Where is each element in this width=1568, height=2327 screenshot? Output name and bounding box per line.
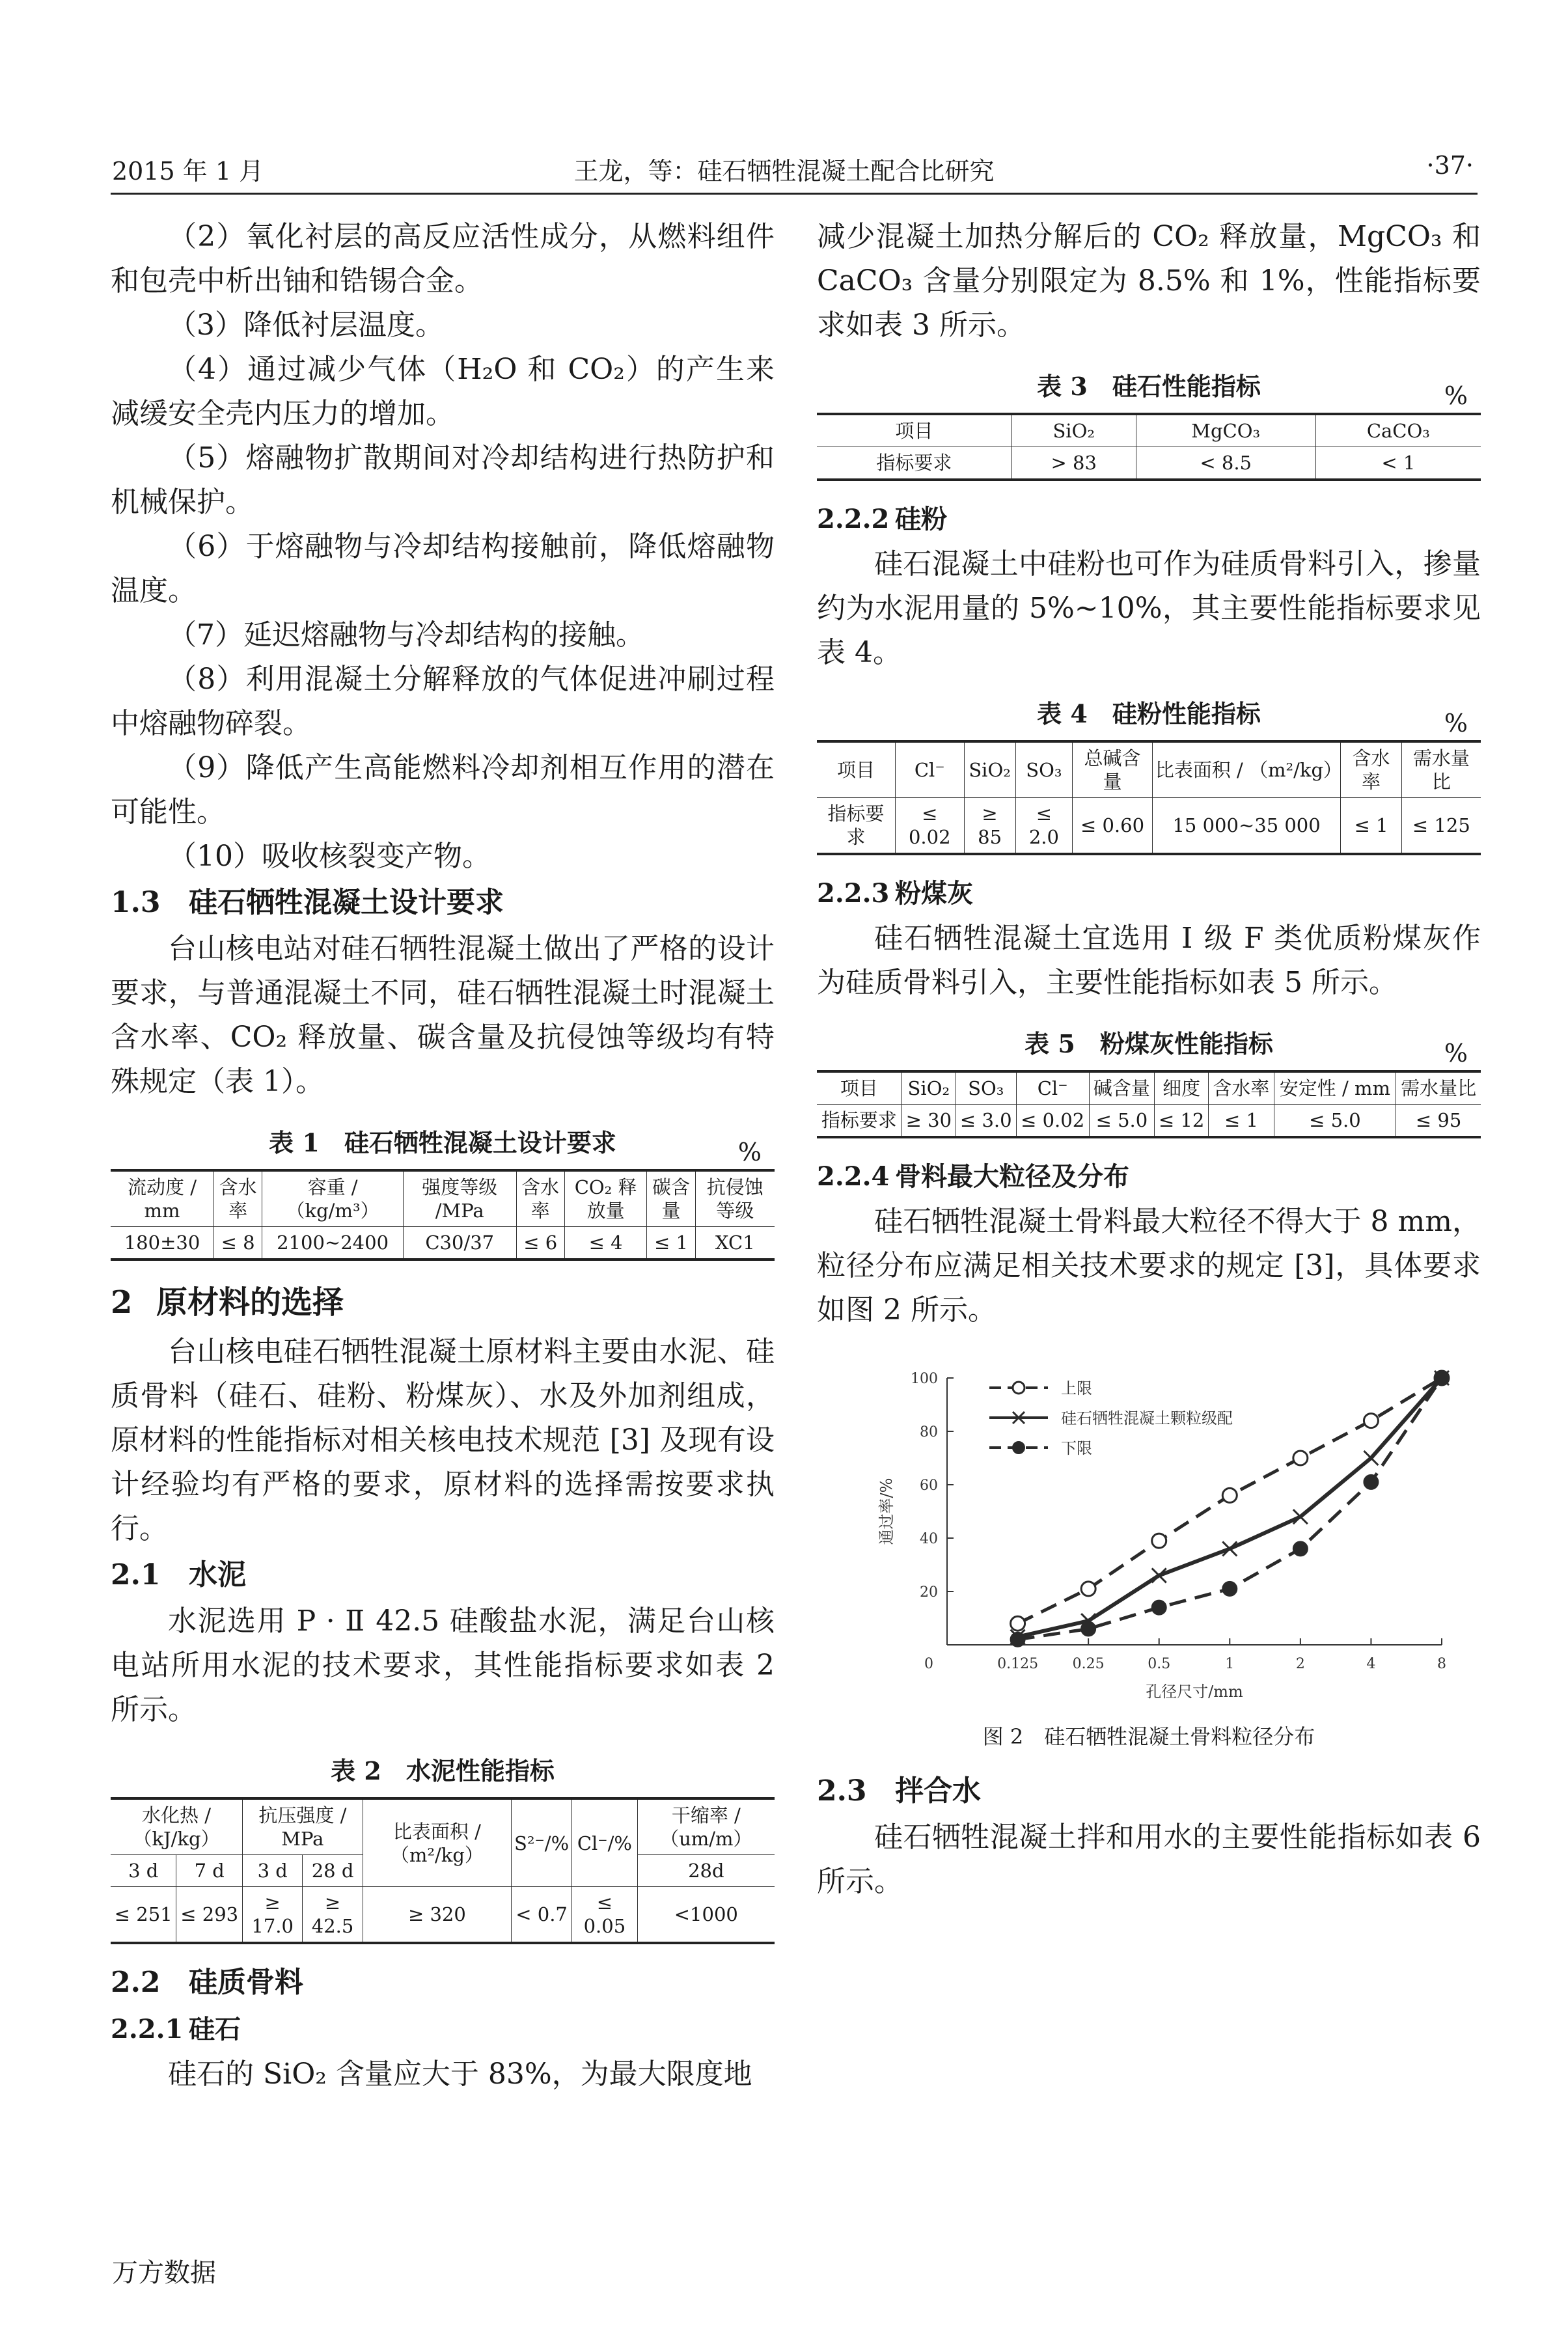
table-header-cell: 项目 — [817, 741, 895, 798]
table-header-cell: 需水量比 — [1396, 1071, 1481, 1105]
table-cell: XC1 — [695, 1227, 775, 1260]
table-cell: ≤ 4 — [564, 1227, 647, 1260]
table-cell: < 8.5 — [1136, 447, 1315, 480]
table-subheader-cell: 28 d — [303, 1855, 363, 1887]
table5-unit: % — [1444, 1039, 1468, 1067]
table-cell: 15 000~35 000 — [1152, 798, 1341, 855]
table4 — [817, 740, 1481, 855]
table3-unit: % — [1444, 381, 1468, 410]
table-header-cell: Cl⁻/% — [572, 1798, 637, 1887]
section-heading-2-2: 2.2 硅质骨料 — [111, 1966, 303, 1999]
x-tick-label: 4 — [1366, 1656, 1376, 1672]
table-header-cell: 安定性 / mm — [1274, 1071, 1396, 1105]
legend-label: 上限 — [1061, 1379, 1092, 1398]
table1 — [111, 1169, 775, 1261]
table-cell: ≤ 2.0 — [1015, 798, 1073, 855]
table-header-cell: 碳含量 — [647, 1170, 695, 1227]
table-cell: ≤ 0.60 — [1073, 798, 1153, 855]
list-item: （9）降低产生高能燃料冷却剂相互作用的潜在可能性。 — [111, 751, 775, 829]
x-tick-label: 0.25 — [1072, 1656, 1105, 1672]
table-header-cell: 比表面积 / （m²/kg） — [1152, 741, 1341, 798]
point-open-circle — [1222, 1488, 1237, 1502]
point-open-circle — [1013, 1382, 1025, 1394]
section-heading-2-1: 2.1 水泥 — [111, 1558, 246, 1591]
legend-label: 下限 — [1061, 1439, 1092, 1457]
y-tick-label: 60 — [920, 1478, 938, 1494]
section-heading-2-2-3: 2.2.3 粉煤灰 — [817, 878, 973, 909]
continued-paragraph: 减少混凝土加热分解后的 CO₂ 释放量，MgCO₃ 和 CaCO₃ 含量分别限定为 8.5% 和 1%，性能指标要求如表 3 所示。 — [817, 220, 1481, 342]
table-header-cell: S²⁻/% — [512, 1798, 572, 1887]
section-1-3-paragraph: 台山核电站对硅石牺牲混凝土做出了严格的设计要求，与普通混凝土不同，硅石牺牲混凝土时混凝土含水率、CO₂ 释放量、碳含量及抗侵蚀等级均有特殊规定（表 1）。 — [111, 932, 775, 1098]
table-header-cell: 流动度 / mm — [111, 1170, 214, 1227]
table-cell: < 1 — [1315, 447, 1481, 480]
header-date: 2015 年 1 月 — [112, 157, 264, 186]
page-number: ·37· — [1426, 151, 1474, 180]
header-title: 王龙，等：硅石牺牲混凝土配合比研究 — [573, 157, 995, 186]
table-cell: ≤ 3.0 — [956, 1105, 1016, 1138]
table-cell: ≤ 293 — [176, 1887, 243, 1944]
table-cell: 指标要求 — [817, 798, 895, 855]
table-header-cell: MgCO₃ — [1136, 414, 1315, 447]
table-cell: ≤ 6 — [516, 1227, 564, 1260]
list-items — [111, 215, 775, 879]
table-cell: 指标要求 — [817, 1105, 901, 1138]
list-item: （5）熔融物扩散期间对冷却结构进行热防护和机械保护。 — [111, 441, 775, 519]
table5 — [817, 1070, 1481, 1138]
section-2-2-1-paragraph: 硅石的 SiO₂ 含量应大于 83%，为最大限度地 — [168, 2058, 752, 2091]
table-cell: ≥ 85 — [964, 798, 1015, 855]
point-filled-circle — [1011, 1632, 1025, 1647]
table-header-cell: 含水率 — [214, 1170, 262, 1227]
table-header-cell: 容重 / （kg/m³） — [262, 1170, 404, 1227]
section-heading-2: 2 原材料的选择 — [111, 1284, 344, 1321]
figure-caption: 图 2 硅石牺牲混凝土骨料粒径分布 — [982, 1724, 1315, 1749]
section-2-1-paragraph: 水泥选用 P · Ⅱ 42.5 硅酸盐水泥，满足台山核电站所用水泥的技术要求，其性能指标要求如表 2 所示。 — [111, 1604, 775, 1726]
point-filled-circle — [1081, 1621, 1095, 1636]
table-header-cell: 比表面积 / （m²/kg） — [363, 1798, 511, 1887]
x-tick-label: 2 — [1295, 1656, 1305, 1672]
point-open-circle — [1081, 1582, 1095, 1596]
list-item: （3）降低衬层温度。 — [168, 309, 444, 342]
x-origin-label: 0 — [924, 1656, 933, 1672]
table-cell: ≤ 12 — [1155, 1105, 1209, 1138]
section-2-2-2-paragraph: 硅石混凝土中硅粉也可作为硅质骨料引入，掺量约为水泥用量的 5%~10%，其主要性能指标要求见表 4。 — [817, 547, 1481, 669]
table-cell: ≤ 5.0 — [1274, 1105, 1396, 1138]
table-header-cell: 细度 — [1155, 1071, 1209, 1105]
point-open-circle — [1364, 1414, 1378, 1428]
x-tick-label: 1 — [1225, 1656, 1235, 1672]
list-item: （4）通过减少气体（H₂O 和 CO₂）的产生来减缓安全壳内压力的增加。 — [111, 353, 775, 430]
table-header-cell: 项目 — [817, 1071, 901, 1105]
table-header-cell: 含水率 — [1341, 741, 1401, 798]
point-open-circle — [1152, 1534, 1166, 1548]
table-header-cell: SiO₂ — [901, 1071, 956, 1105]
table-cell: ≤ 1 — [647, 1227, 695, 1260]
table-cell: ≤ 0.05 — [572, 1887, 637, 1944]
section-heading-1-3: 1.3 硅石牺牲混凝土设计要求 — [111, 886, 504, 919]
table-subheader-cell: 3 d — [242, 1855, 302, 1887]
section-2-2-3-paragraph: 硅石牺牲混凝土宜选用 Ⅰ 级 F 类优质粉煤灰作为硅质骨料引入，主要性能指标如表 5 所示。 — [817, 922, 1481, 999]
table-header-cell: Cl⁻ — [895, 741, 964, 798]
y-tick-label: 80 — [920, 1424, 938, 1440]
x-tick-label: 0.5 — [1148, 1656, 1171, 1672]
table3 — [817, 413, 1481, 481]
table2-caption: 表 2 水泥性能指标 — [331, 1756, 555, 1785]
section-heading-2-2-4: 2.2.4 骨料最大粒径及分布 — [817, 1161, 1129, 1192]
legend-label: 硅石牺牲混凝土颗粒级配 — [1061, 1409, 1233, 1427]
table-cell: > 83 — [1011, 447, 1136, 480]
point-filled-circle — [1152, 1601, 1166, 1615]
table-cell: ≤ 125 — [1401, 798, 1481, 855]
table-cell: < 0.7 — [512, 1887, 572, 1944]
table-cell: ≤ 251 — [111, 1887, 176, 1944]
list-item: （7）延迟熔融物与冷却结构的接触。 — [168, 618, 644, 652]
point-filled-circle — [1435, 1371, 1449, 1385]
table-cell: ≤ 8 — [214, 1227, 262, 1260]
table-header-cell: 含水率 — [1209, 1071, 1274, 1105]
table-header-cell: Cl⁻ — [1016, 1071, 1089, 1105]
table-cell: 2100~2400 — [262, 1227, 404, 1260]
y-tick-label: 100 — [911, 1371, 938, 1387]
section-2-paragraph: 台山核电硅石牺牲混凝土原材料主要由水泥、硅质骨料（硅石、硅粉、粉煤灰）、水及外加剂组成，原材料的性能指标对相关核电技术规范 [3] 及现有设计经验均有严格的要求，原材料的选择需按要求执行。 — [111, 1335, 775, 1545]
table-cell: ≤ 1 — [1209, 1105, 1274, 1138]
section-heading-2-2-1: 2.2.1 硅石 — [111, 2014, 241, 2045]
table-cell: ≤ 95 — [1396, 1105, 1481, 1138]
table-header-cell: SO₃ — [1015, 741, 1073, 798]
table-header-cell: 碱含量 — [1089, 1071, 1154, 1105]
table-subheader-cell: 28d — [637, 1855, 775, 1887]
table-subheader-cell: 3 d — [111, 1855, 176, 1887]
table-header-cell: SO₃ — [956, 1071, 1016, 1105]
point-filled-circle — [1222, 1582, 1237, 1596]
table-header-cell: 干缩率 / （um/m） — [637, 1798, 775, 1855]
point-open-circle — [1011, 1616, 1025, 1631]
table-cell: ≥ 17.0 — [242, 1887, 302, 1944]
x-axis-label: 孔径尺寸/mm — [1146, 1683, 1243, 1701]
section-2-3-paragraph: 硅石牺牲混凝土拌和用水的主要性能指标如表 6 所示。 — [817, 1821, 1481, 1898]
list-item: （2）氧化衬层的高反应活性成分，从燃料组件和包壳中析出铀和锆锡合金。 — [111, 220, 775, 297]
table-cell: ≥ 42.5 — [303, 1887, 363, 1944]
table1-caption: 表 1 硅石牺牲混凝土设计要求 % — [111, 1123, 775, 1163]
table-header-cell: 抗压强度 / MPa — [242, 1798, 363, 1855]
table1-unit: % — [737, 1138, 762, 1166]
table-cell: ≤ 5.0 — [1089, 1105, 1154, 1138]
table-header-cell: SiO₂ — [964, 741, 1015, 798]
table-subheader-cell: 7 d — [176, 1855, 243, 1887]
table4-caption: 表 4 硅粉性能指标 % — [817, 695, 1481, 734]
table-cell: ≤ 0.02 — [1016, 1105, 1089, 1138]
grading-figure — [817, 1352, 1468, 1716]
table-cell: 180±30 — [111, 1227, 214, 1260]
list-item: （8）利用混凝土分解释放的气体促进冲刷过程中熔融物碎裂。 — [111, 663, 775, 740]
table-header-cell: 需水量比 — [1401, 741, 1481, 798]
point-filled-circle — [1293, 1541, 1308, 1556]
table-header-cell: 总碱含量 — [1073, 741, 1153, 798]
section-2-2-4-paragraph: 硅石牺牲混凝土骨料最大粒径不得大于 8 mm，粒径分布应满足相关技术要求的规定 [3]，具体要求如图 2 所示。 — [817, 1205, 1481, 1327]
table-cell: C30/37 — [403, 1227, 516, 1260]
footer-watermark: 万方数据 — [112, 2258, 216, 2288]
x-tick-label: 0.125 — [997, 1656, 1039, 1672]
grading-chart — [817, 1352, 1468, 1716]
y-tick-label: 40 — [920, 1531, 938, 1547]
table-cell: ≥ 320 — [363, 1887, 511, 1944]
table-header-cell: 项目 — [817, 414, 1011, 447]
list-item: （10）吸收核裂变产物。 — [168, 840, 491, 873]
left-column — [111, 215, 775, 2097]
table3-caption: 表 3 硅石性能指标 % — [817, 367, 1481, 406]
table-header-cell: 含水率 — [516, 1170, 564, 1227]
point-filled-circle — [1013, 1442, 1025, 1453]
table4-unit: % — [1444, 709, 1468, 737]
table-cell: ≤ 0.02 — [895, 798, 964, 855]
header-rule — [111, 193, 1478, 195]
section-heading-2-3: 2.3 拌合水 — [817, 1774, 981, 1808]
section-heading-2-2-2: 2.2.2 硅粉 — [817, 504, 947, 534]
y-axis-label: 通过率/% — [877, 1478, 896, 1545]
table2 — [111, 1797, 775, 1944]
list-item: （6）于熔融物与冷却结构接触前，降低熔融物温度。 — [111, 530, 775, 607]
table-header-cell: 抗侵蚀等级 — [695, 1170, 775, 1227]
table-header-cell: CaCO₃ — [1315, 414, 1481, 447]
table-header-cell: SiO₂ — [1011, 414, 1136, 447]
y-tick-label: 20 — [920, 1584, 938, 1601]
x-tick-label: 8 — [1437, 1656, 1446, 1672]
point-filled-circle — [1364, 1475, 1378, 1489]
table-header-cell: CO₂ 释放量 — [564, 1170, 647, 1227]
table-header-cell: 水化热 / （kJ/kg） — [111, 1798, 242, 1855]
table-cell: ≥ 30 — [901, 1105, 956, 1138]
table-cell: ≤ 1 — [1341, 798, 1401, 855]
table5-caption: 表 5 粉煤灰性能指标 % — [817, 1025, 1481, 1064]
point-open-circle — [1293, 1451, 1308, 1465]
table-cell: <1000 — [637, 1887, 775, 1944]
table-header-cell: 强度等级 /MPa — [403, 1170, 516, 1227]
right-column — [817, 215, 1481, 1904]
table-cell: 指标要求 — [817, 447, 1011, 480]
